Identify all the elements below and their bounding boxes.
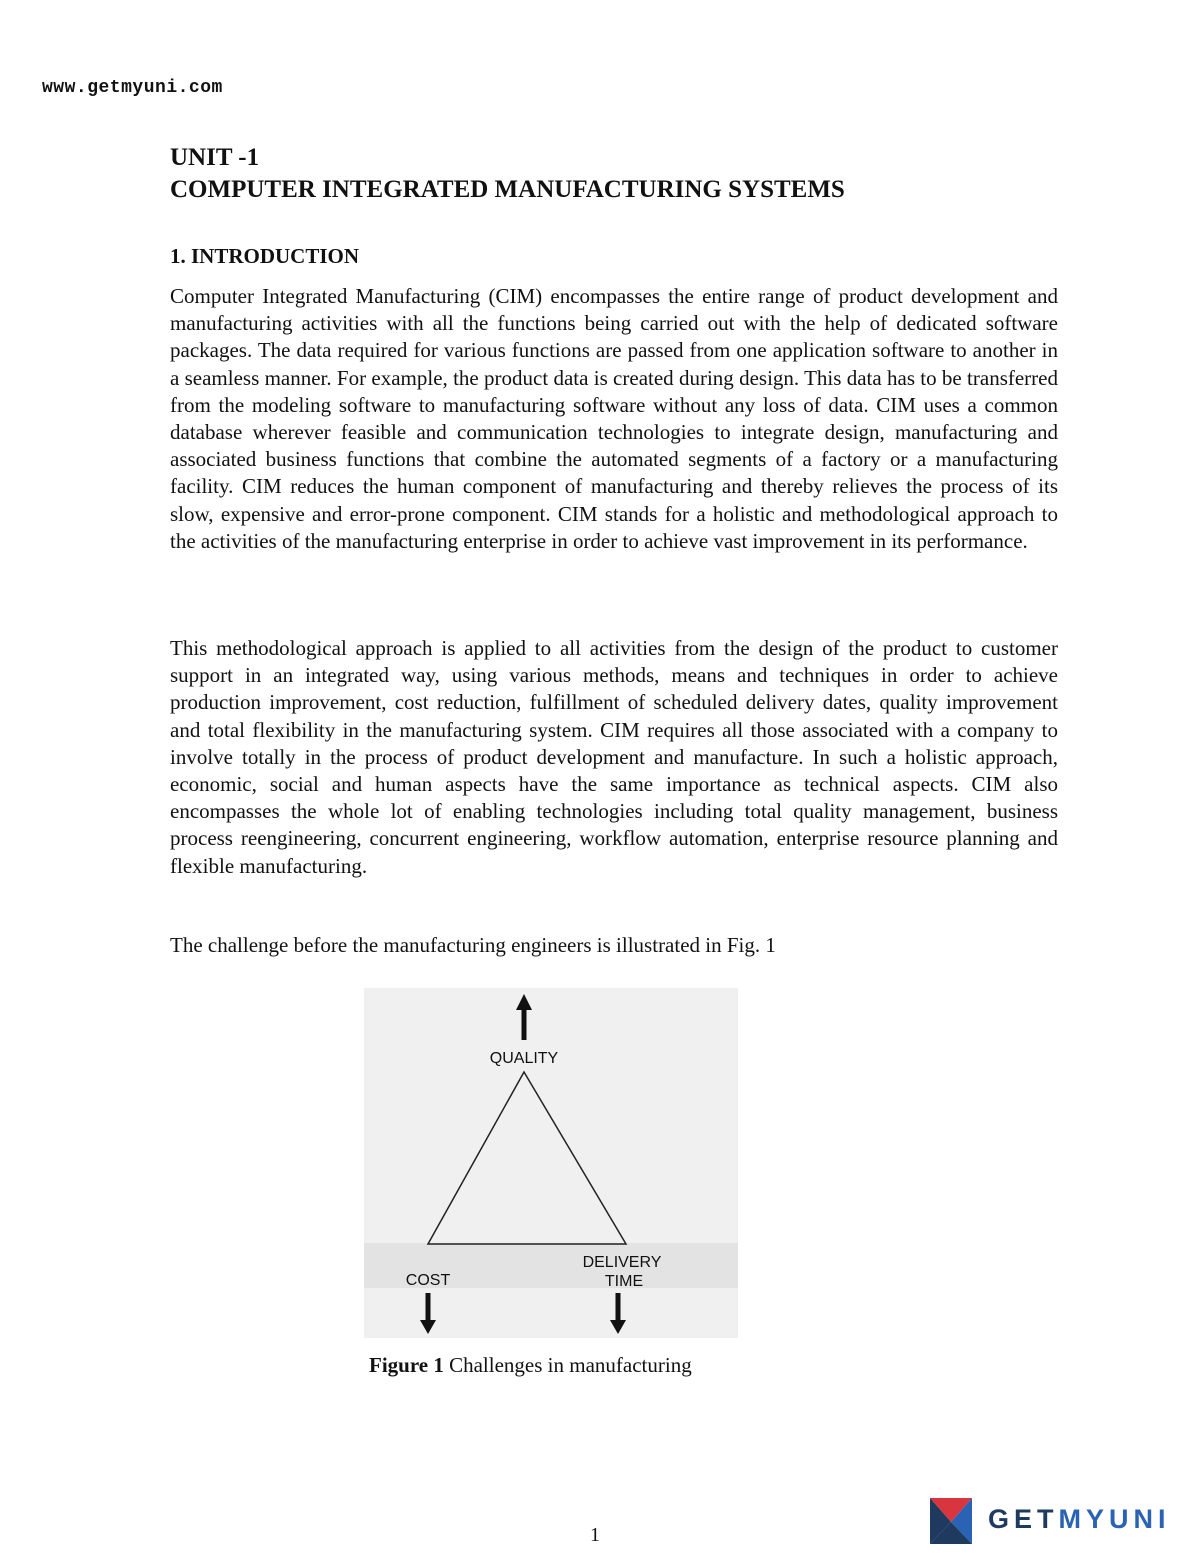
logo-text-get: GET	[988, 1504, 1059, 1534]
logo-text	[988, 1504, 1171, 1535]
delivery-label-line1: DELIVERY	[582, 1254, 662, 1271]
cost-label: COST	[405, 1272, 451, 1289]
delivery-label-line2: TIME	[604, 1273, 644, 1290]
page-number: 1	[590, 1524, 600, 1546]
paragraph: This methodological approach is applied to all activities from the design of the product to customer support in an integrated way, using various methods, means and techniques in order to achieve production improvement, cost reduction, fulfillment of scheduled delivery dates, quality improvement and total flexibility in the manufacturing system. CIM requires all those associated with a company to involve totally in the process of product development and manufacture. In such a holistic approach, economic, social and human aspects have the same importance as technical aspects. CIM also encompasses the whole lot of enabling technologies including total quality management, business process reengineering, concurrent engineering, workflow automation, enterprise resource planning and flexible manufacturing.	[170, 636, 1058, 878]
getmyuni-logo[interactable]	[926, 1494, 1171, 1550]
cost-arrow-head	[420, 1320, 436, 1334]
delivery-arrow-head	[610, 1320, 626, 1334]
triangle-diagram	[364, 988, 738, 1338]
caption-text: Challenges in manufacturing	[443, 1353, 692, 1377]
paragraph: Computer Integrated Manufacturing (CIM) encompasses the entire range of product development and manufacturing activities with all the functions being carried out with the help of dedicated software packages. The data required for various functions are passed from one application software to another in a seamless manner. For example, the product data is created during design. This data has to be transferred from the modeling software to manufacturing software without any loss of data. CIM uses a common database wherever feasible and communication technologies to integrate design, manufacturing and associated business functions that combine the automated segments of a factory or a manufacturing facility. CIM reduces the human component of manufacturing and thereby relieves the process of its slow, expensive and error-prone component. CIM stands for a holistic and methodological approach to the activities of the manufacturing enterprise in order to achieve vast improvement in its performance.	[170, 284, 1058, 553]
getmyuni-logo-icon	[926, 1494, 976, 1548]
site-url[interactable]: www.getmyuni.com	[42, 78, 223, 98]
main-title: COMPUTER INTEGRATED MANUFACTURING SYSTEMS	[170, 176, 845, 203]
challenge-triangle	[428, 1072, 626, 1244]
figure-challenges	[364, 988, 738, 1338]
quality-arrow-head	[516, 994, 532, 1010]
unit-title: UNIT -1	[170, 144, 260, 171]
logo-text-myuni: MYUNI	[1058, 1504, 1171, 1534]
heading-block	[170, 142, 845, 206]
caption-label: Figure 1	[369, 1353, 444, 1377]
paragraph: The challenge before the manufacturing engineers is illustrated in Fig. 1	[170, 933, 776, 957]
section-heading: 1. INTRODUCTION	[170, 244, 360, 268]
quality-label: QUALITY	[489, 1050, 559, 1067]
